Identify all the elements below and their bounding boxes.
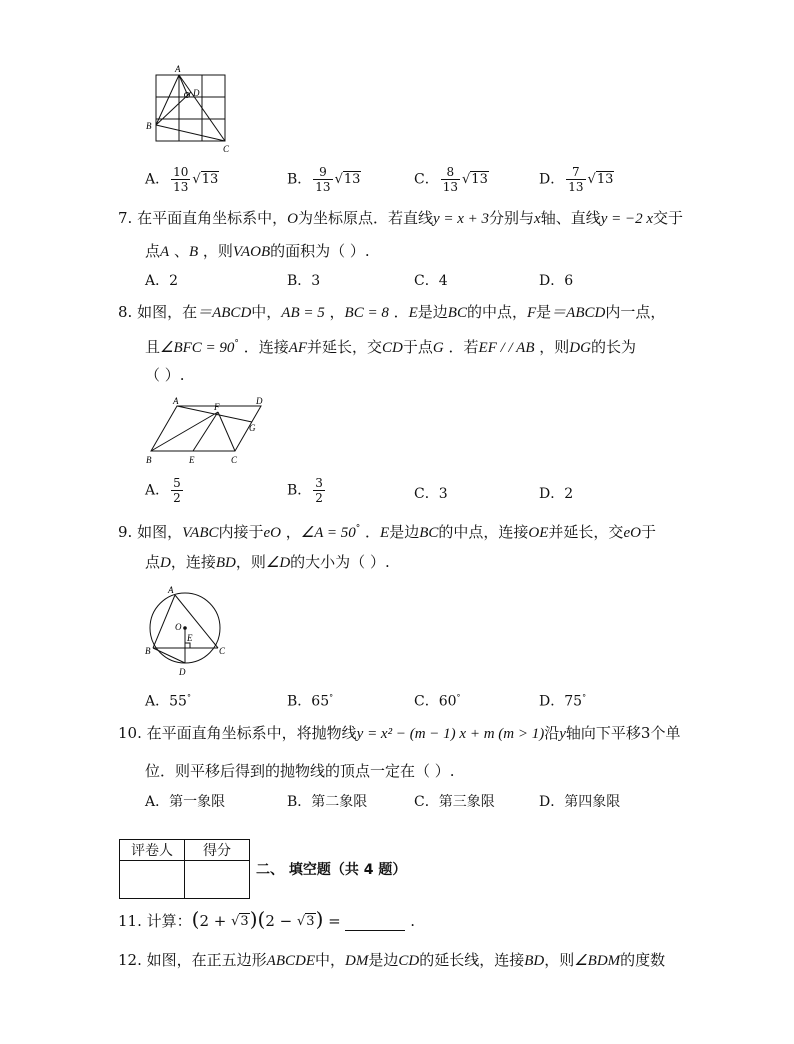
q10-line-2: 位．则平移后得到的抛物线的顶点一定在（ ）.: [145, 762, 455, 780]
q8-option-b: B． $\frac{3}{2}$: [287, 476, 323, 505]
q9-circle-figure: [143, 582, 233, 680]
sqrt-symbol: √13: [334, 171, 361, 187]
q9-number: 9.: [118, 523, 133, 541]
q6-option-a: A． $\frac{10}{13}$ √13: [145, 165, 219, 194]
q8-label-b: B: [146, 455, 152, 465]
q6-label-c: C: [223, 144, 230, 154]
q6-option-b: B． $\frac{9}{13}$ √13: [287, 165, 361, 194]
sqrt-symbol: √3: [296, 914, 315, 929]
q12-line-1: 12. 如图，在正五边形ABCDE中，DM是边CD的延长线，连接BD，则∠BDM的度数: [118, 951, 666, 969]
q8-option-c: C．3: [414, 486, 448, 502]
q7-line-1: 7. 在平面直角坐标系中，O为坐标原点．若直线y = x + 3分别与x轴、直线y = −2 x交于: [118, 209, 684, 227]
q6-label-a: A: [175, 64, 181, 74]
q7-option-c: C．4: [414, 273, 448, 289]
score-cell: [185, 861, 250, 899]
q6-label-b: B: [146, 121, 152, 131]
q6-label-d: D: [193, 88, 200, 98]
grader-header: 评卷人: [120, 840, 185, 861]
q8-label-d: D: [256, 396, 263, 406]
q8-label-c: C: [231, 455, 238, 465]
q8-line-1: 8. 如图，在＝ABCD中，AB = 5 ，BC = 8 ．E是边BC的中点，F是＝ABCD内一点，: [118, 303, 666, 321]
q10-option-c: C．第三象限: [414, 794, 495, 810]
q6-grid-figure: [145, 62, 235, 157]
score-header: 得分: [185, 840, 250, 861]
q7-number: 7.: [118, 209, 133, 227]
q9-label-b: B: [145, 646, 151, 656]
q7-option-d: D．6: [539, 273, 574, 289]
q9-label-e: E: [187, 633, 193, 643]
q8-number: 8.: [118, 303, 133, 321]
q9-line-1: 9. 如图，VABC内接于eO ，∠A = 50° ．E是边BC的中点，连接OE并延长，交eO于: [118, 523, 656, 541]
sqrt-symbol: √13: [192, 171, 219, 187]
q10-option-a: A．第一象限: [145, 794, 226, 810]
q10-number: 10.: [118, 724, 142, 742]
q9-option-a: A．55°: [145, 693, 191, 710]
q9-option-c: C．60°: [414, 693, 461, 710]
q9-option-b: B．65°: [287, 693, 334, 710]
q11-line: 11. 计算：(2 + √3)(2 − √3) = .: [118, 907, 416, 931]
q8-label-f: F: [214, 402, 220, 412]
q9-label-d: D: [179, 667, 186, 677]
q8-line-2: 且∠BFC = 90° ．连接AF并延长，交CD于点G ．若EF / / AB ，则DG的长为: [145, 338, 636, 356]
grader-cell: [120, 861, 185, 899]
q11-number: 11.: [118, 912, 142, 930]
q10-option-b: B．第二象限: [287, 794, 368, 810]
sqrt-symbol: √13: [462, 171, 488, 187]
q7-option-a: A．2: [145, 273, 179, 289]
q11-answer-blank[interactable]: [345, 916, 405, 931]
q9-label-o: O: [175, 622, 182, 632]
score-table: [119, 839, 250, 899]
q8-option-a: A． $\frac{5}{2}$: [145, 476, 181, 505]
q6-option-d: D． $\frac{7}{13}$ √13: [539, 165, 614, 194]
q8-label-g: G: [249, 423, 256, 433]
section-2-title: 二、 填空题（共 4 题）: [256, 862, 407, 878]
q12-number: 12.: [118, 951, 142, 969]
q9-center-point: [183, 626, 187, 630]
q7-option-b: B．3: [287, 273, 321, 289]
sqrt-symbol: √3: [231, 914, 249, 929]
q8-label-e: E: [189, 455, 195, 465]
sqrt-symbol: √13: [587, 171, 614, 187]
q9-line-2: 点D，连接BD，则∠D的大小为（ ）.: [145, 553, 390, 571]
q7-line-2: 点A 、B ，则VAOB的面积为（ ）.: [145, 242, 370, 260]
q10-option-d: D．第四象限: [539, 794, 621, 810]
q10-line-1: 10. 在平面直角坐标系中，将抛物线y = x² − (m − 1) x + m (m > 1)沿y轴向下平移3个单: [118, 724, 681, 742]
q8-option-d: D．2: [539, 486, 574, 502]
q9-option-d: D．75°: [539, 693, 587, 710]
q8-label-a: A: [173, 396, 179, 406]
q9-label-a: A: [168, 585, 174, 595]
q9-label-c: C: [219, 646, 226, 656]
q8-line-3: （ ）.: [145, 366, 185, 384]
q8-parallelogram-figure: [143, 394, 273, 468]
q6-option-c: C． $\frac{8}{13}$ √13: [414, 165, 488, 194]
